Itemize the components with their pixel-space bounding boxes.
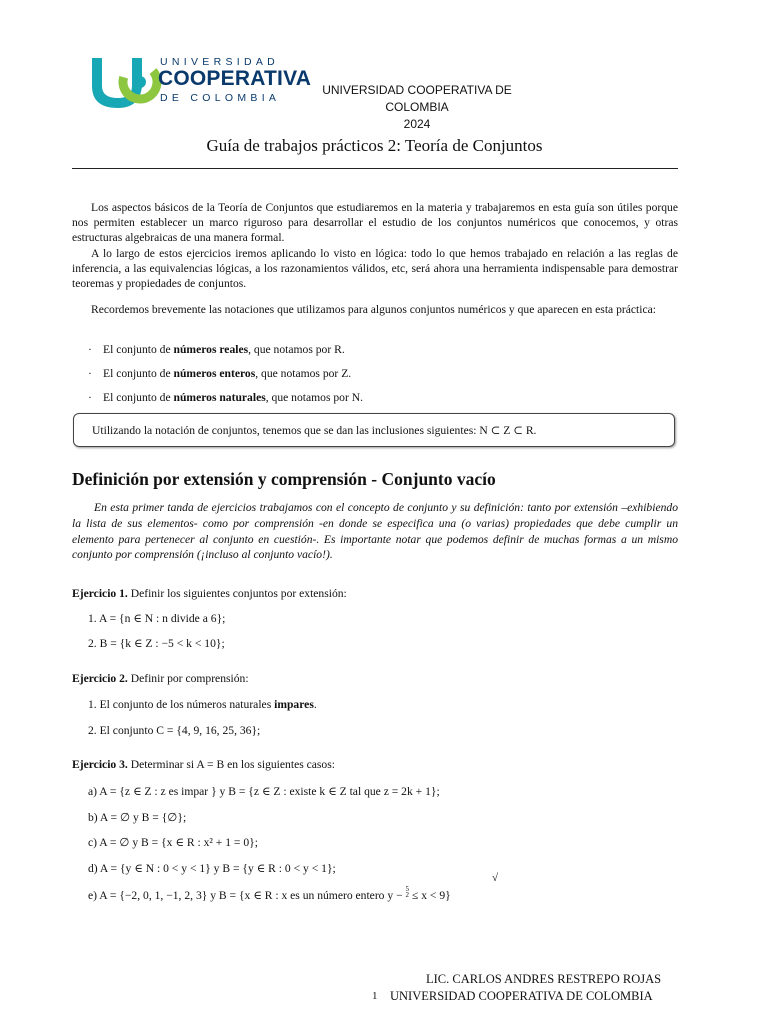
section-intro: En esta primer tanda de ejercicios trabajamos con el concepto de conjunto y su definición: tanto por extensión –exhibiendo la lista de sus elementos- como por comprensión -en donde se especifica una (o varias) propiedades que debe cumplir un elemento para pertenecer al conjunto en cuestión-. Es importante notar que podemos definir de muchas formas a un mismo conjunto por comprensión (¡incluso al conjunto vacío!). bbox=[72, 501, 678, 562]
fraction: 5 2 bbox=[405, 885, 410, 899]
logo-line-2: COOPERATIVA bbox=[158, 67, 312, 90]
exercise-3-item-b: b) A = ∅ y B = {∅}; bbox=[88, 811, 187, 824]
header-year: 2024 bbox=[403, 117, 431, 131]
inclusions-note-box bbox=[73, 413, 675, 447]
bullet-icon: · bbox=[88, 343, 92, 356]
list-item: · El conjunto de números enteros, que notamos por Z. bbox=[88, 367, 352, 380]
title-divider bbox=[72, 168, 678, 169]
sqrt-icon: √ bbox=[492, 872, 499, 884]
exercise-1-heading: Ejercicio 1. Definir los siguientes conjuntos por extensión: bbox=[72, 587, 347, 600]
footer-author: LIC. CARLOS ANDRES RESTREPO ROJAS bbox=[426, 972, 662, 986]
inclusions-note-text: Utilizando la notación de conjuntos, tenemos que se dan las inclusiones siguientes: N ⊂ Z ⊂ R. bbox=[92, 424, 537, 437]
exercise-2-heading: Ejercicio 2. Definir por comprensión: bbox=[72, 672, 249, 685]
logo-line-1: UNIVERSIDAD bbox=[160, 56, 280, 68]
number-sets-list bbox=[88, 343, 363, 415]
exercise-3-item-d: d) A = {y ∈ N : 0 < y < 1} y B = {y ∈ R : 0 < y < 1}; bbox=[88, 862, 336, 875]
exercise-3-item-c: c) A = ∅ y B = {x ∈ R : x² + 1 = 0}; bbox=[88, 836, 258, 849]
list-item: · El conjunto de números reales, que notamos por R. bbox=[88, 343, 345, 356]
exercise-3-heading: Ejercicio 3. Determinar si A = B en los siguientes casos: bbox=[72, 758, 335, 771]
footer-institution: UNIVERSIDAD COOPERATIVA DE COLOMBIA bbox=[390, 989, 653, 1003]
bullet-icon: · bbox=[88, 367, 92, 380]
intro-paragraph-3: Recordemos brevemente las notaciones que utilizamos para algunos conjuntos numéricos y que aparecen en esta práctica: bbox=[91, 303, 656, 316]
list-item: · El conjunto de números naturales, que notamos por N. bbox=[88, 391, 363, 404]
exercise-2-item-2: 2. El conjunto C = {4, 9, 16, 25, 36}; bbox=[88, 724, 261, 737]
intro-paragraph-1: Los aspectos básicos de la Teoría de Conjuntos que estudiaremos en la materia y trabajaremos en esta guía son útiles porque nos permiten establecer un marco riguroso para desarrollar el estudio de los conjuntos numéricos que conocemos, y otras estructuras algebraicas de una manera formal. bbox=[72, 201, 678, 244]
exercise-2-item-1: 1. El conjunto de los números naturales impares. bbox=[88, 698, 317, 711]
header-institution bbox=[292, 82, 542, 133]
bullet-icon: · bbox=[88, 391, 92, 404]
page-number: 1 bbox=[372, 990, 378, 1002]
exercise-1-item-1: 1. A = {n ∈ N : n divide a 6}; bbox=[88, 612, 226, 625]
intro-paragraph-2: A lo largo de estos ejercicios iremos aplicando lo visto en lógica: todo lo que hemos trabajado en relación a las reglas de inferencia, a las equivalencias lógicas, a los razonamientos válidos, etc, será ahora una herramienta indispensable para demostrar teoremas y propiedades de conjuntos. bbox=[72, 247, 678, 290]
header-institution-name: UNIVERSIDAD COOPERATIVA DE COLOMBIA bbox=[322, 83, 512, 114]
page-title: Guía de trabajos prácticos 2: Teoría de Conjuntos bbox=[206, 136, 543, 155]
exercise-1-item-2: 2. B = {k ∈ Z : −5 < k < 10}; bbox=[88, 637, 225, 650]
logo-line-3: DE COLOMBIA bbox=[160, 92, 281, 104]
section-title: Definición por extensión y comprensión - Conjunto vacío bbox=[72, 469, 496, 489]
exercise-3-item-e: e) A = {−2, 0, 1, −1, 2, 3} y B = {x ∈ R : x es un número entero y − 5 2 ≤ x < 9} bbox=[88, 885, 451, 902]
exercise-3-item-a: a) A = {z ∈ Z : z es impar } y B = {z ∈ Z : existe k ∈ Z tal que z = 2k + 1}; bbox=[88, 785, 440, 798]
